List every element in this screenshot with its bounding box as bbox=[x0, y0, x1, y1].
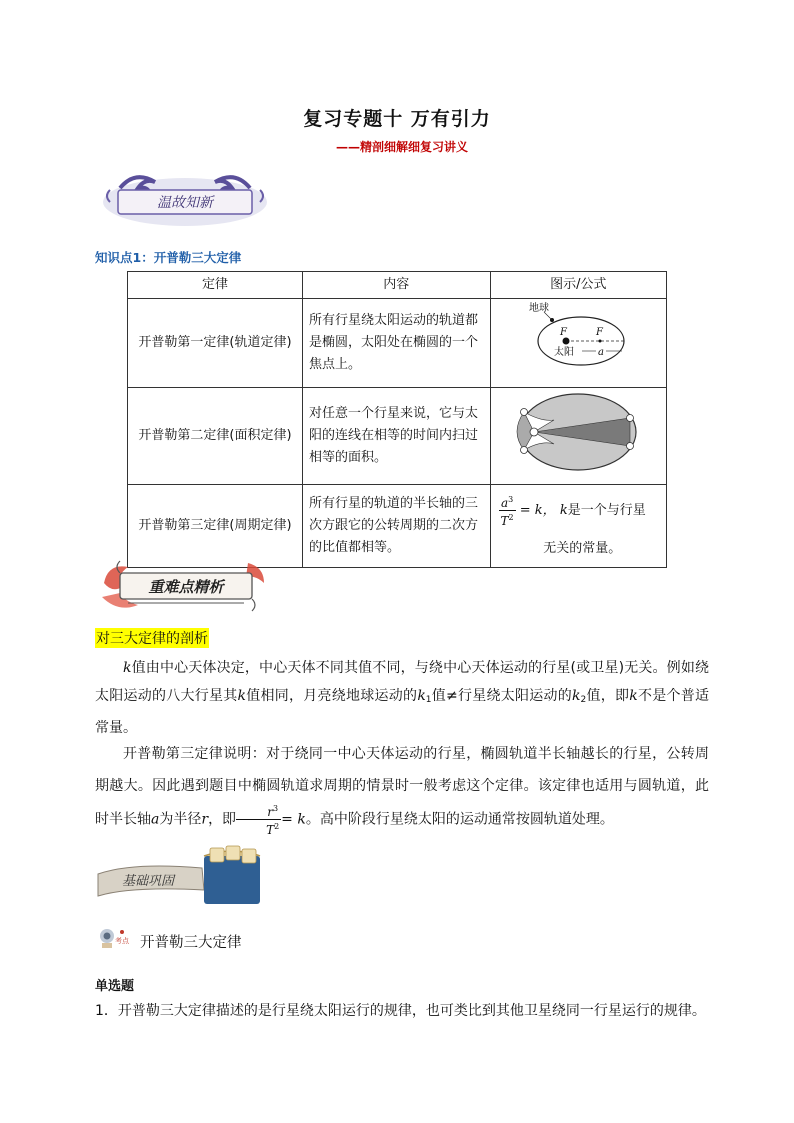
label-semi-axis: a bbox=[598, 347, 605, 358]
inline-fraction bbox=[236, 802, 281, 837]
fraction-den-exponent: 2 bbox=[274, 822, 280, 831]
kaodian-icon bbox=[96, 922, 132, 956]
law-name: 开普勒第三定律(周期定律) bbox=[128, 485, 303, 568]
formula-den-exponent: 2 bbox=[508, 512, 514, 522]
question-1: 1．开普勒三大定律描述的是行星绕太阳运行的规律，也可类比到其他卫星绕同一行星运行的规律。 bbox=[95, 1003, 706, 1019]
para1-text-4: 值，即 bbox=[586, 688, 630, 704]
law-content: 所有行星的轨道的半长轴的三次方跟它的公转周期的二次方的比值都相等。 bbox=[303, 485, 491, 568]
kaodian-decoration bbox=[96, 922, 132, 956]
symbol-k: k bbox=[237, 688, 247, 704]
formula-text-1: 是一个与行星 bbox=[567, 502, 646, 518]
law-content: 对任意一个行星来说，它与太阳的连线在相等的时间内扫过相等的面积。 bbox=[303, 388, 491, 485]
formula-rhs: = k， bbox=[519, 502, 556, 518]
para2-text-2: 为半径 bbox=[159, 811, 202, 828]
symbol-k: k bbox=[572, 688, 581, 704]
banner-basics-decoration bbox=[92, 844, 272, 908]
question-type-heading: 单选题 bbox=[95, 979, 135, 994]
table-header-figure: 图示/公式 bbox=[490, 272, 666, 299]
para1-text-2: 值相同，月亮绕地球运动的 bbox=[246, 688, 418, 704]
para1-text-1: 值由中心天体决定，中心天体不同其值不同，与绕中心天体运动的行星(或卫星)无关。例如绕太阳运动的八大行星其 bbox=[95, 660, 709, 704]
fraction-numerator: r bbox=[267, 805, 273, 819]
symbol-k: k bbox=[123, 660, 132, 676]
para2-text-4: 。高中阶段行星绕太阳的运动通常按圆轨道处理。 bbox=[305, 811, 614, 828]
fraction-rhs: = k bbox=[281, 811, 306, 828]
table-header-content: 内容 bbox=[303, 272, 491, 299]
law-content: 所有行星绕太阳运动的轨道都是椭圆，太阳处在椭圆的一个焦点上。 bbox=[303, 299, 491, 388]
symbol-r: r bbox=[201, 811, 209, 828]
banner-key-points-text: 重难点精析 bbox=[148, 578, 224, 596]
fraction-num-exponent: 3 bbox=[272, 804, 279, 813]
banner-review-decoration bbox=[100, 168, 270, 230]
label-sun: 太阳 bbox=[554, 347, 575, 358]
table-row bbox=[128, 299, 667, 388]
kaodian-icon-text: 考点 bbox=[115, 937, 129, 945]
formula-num-exponent: 3 bbox=[508, 494, 514, 504]
kaodian-title: 开普勒三大定律 bbox=[140, 935, 242, 951]
subscript-2: 2 bbox=[580, 695, 587, 705]
banner-basics bbox=[92, 844, 272, 908]
formula-text-2: 无关的常量。 bbox=[543, 540, 622, 556]
ellipse-diagram bbox=[494, 299, 662, 379]
banner-review-text: 温故知新 bbox=[157, 195, 213, 211]
formula-numerator: a bbox=[500, 495, 509, 510]
label-earth: 地球 bbox=[529, 303, 550, 314]
symbol-k: k bbox=[629, 688, 638, 704]
banner-basics-text: 基础巩固 bbox=[121, 874, 175, 889]
symbol-a: a bbox=[151, 811, 160, 828]
subscript-1: 1 bbox=[425, 695, 432, 705]
section-highlight-heading: 对三大定律的剖析 bbox=[95, 628, 209, 648]
analysis-paragraph-1 bbox=[95, 654, 709, 742]
formula-denominator: T bbox=[500, 513, 509, 528]
label-focus-1: F bbox=[560, 327, 568, 338]
page-subtitle: ——精剖细解细复习讲义 bbox=[335, 140, 468, 154]
para2-text-1: 开普勒第三定律说明：对于绕同一中心天体运动的行星，椭圆轨道半长轴越长的行星，公转周期越大。因此遇到题目中椭圆轨道求周期的情景时一般考虑这个定律。该定律也适用与圆轨道，此时半长轴 bbox=[95, 746, 709, 828]
banner-review bbox=[100, 168, 270, 230]
table-header-law: 定律 bbox=[128, 272, 303, 299]
law-name: 开普勒第二定律(面积定律) bbox=[128, 388, 303, 485]
para1-text-5: 不是个普适常量。 bbox=[95, 688, 710, 736]
banner-key-points-decoration bbox=[98, 553, 270, 617]
law-name: 开普勒第一定律(轨道定律) bbox=[128, 299, 303, 388]
table-row bbox=[128, 388, 667, 485]
label-focus-2: F bbox=[596, 327, 604, 338]
formula-k: k bbox=[559, 502, 568, 518]
fraction-denominator: T bbox=[266, 823, 275, 837]
orbit-ellipse-figure bbox=[490, 299, 666, 388]
para2-text-3: ，即 bbox=[208, 811, 237, 828]
knowledge-point-title: 知识点1：开普勒三大定律 bbox=[95, 250, 242, 265]
formula-fraction bbox=[499, 493, 516, 528]
page-title: 复习专题十 万有引力 bbox=[303, 108, 491, 130]
analysis-paragraph-2 bbox=[95, 738, 709, 837]
kepler-laws-table bbox=[127, 271, 667, 568]
period-law-formula bbox=[490, 485, 666, 568]
equal-area-diagram bbox=[494, 388, 662, 476]
equal-area-figure bbox=[490, 388, 666, 485]
banner-key-points bbox=[98, 553, 270, 617]
symbol-k: k bbox=[417, 688, 426, 704]
para1-text-3: 值≠行星绕太阳运动的 bbox=[431, 688, 573, 704]
